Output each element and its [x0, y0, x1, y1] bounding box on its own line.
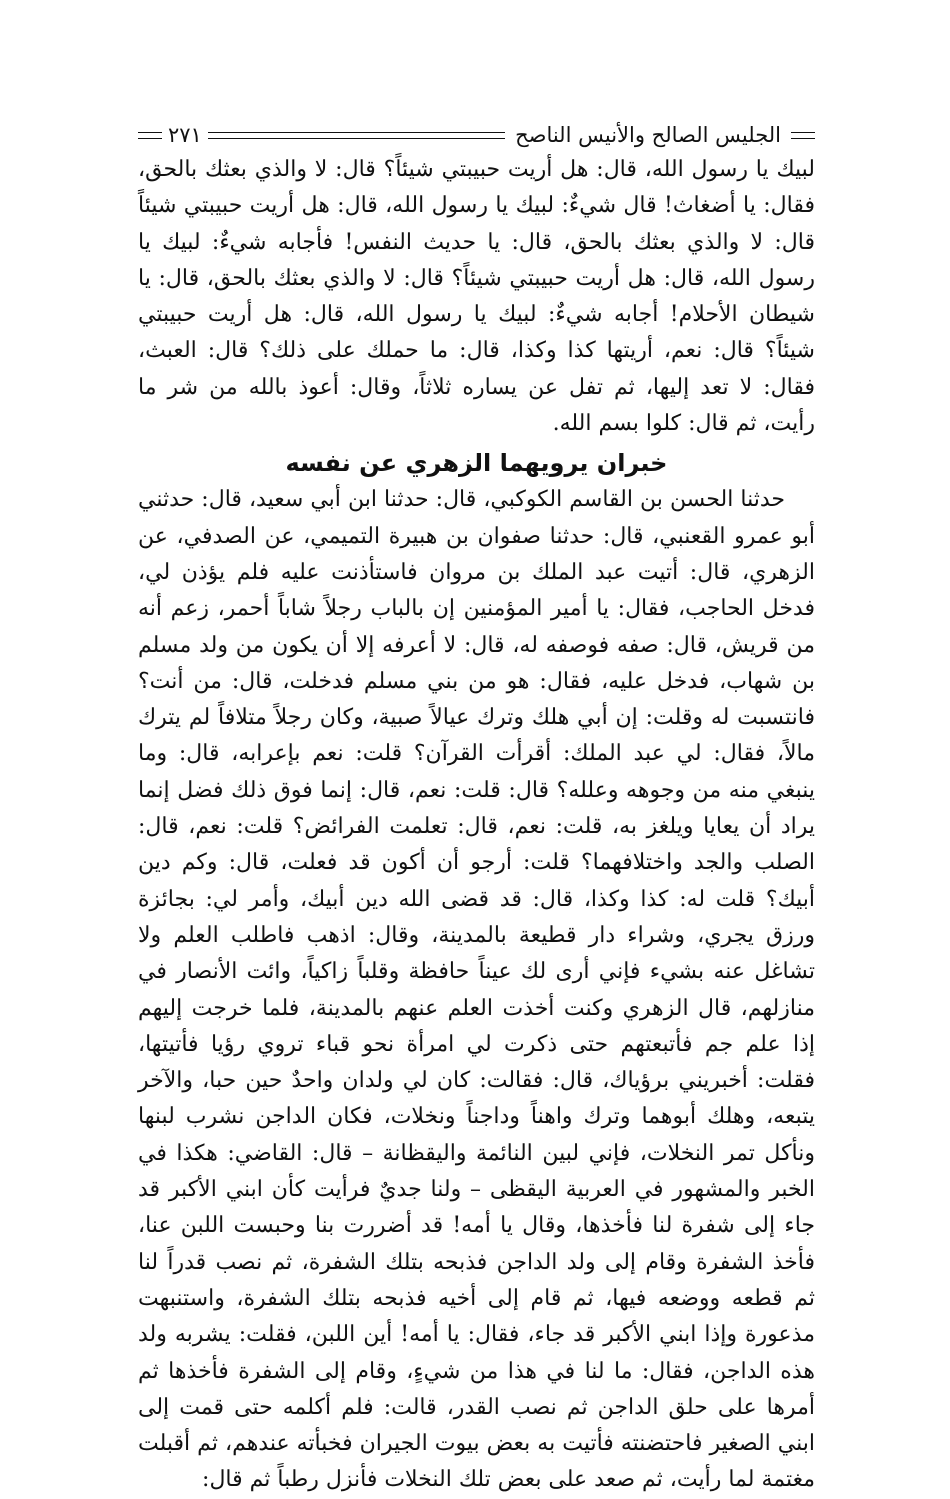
running-head-title: الجليس الصالح والأنيس الناصح	[515, 123, 781, 147]
section-heading: خبران يرويهما الزهري عن نفسه	[285, 449, 668, 478]
running-head	[138, 118, 815, 152]
page-number: ٢٧١	[168, 123, 202, 147]
header-rule-middle	[208, 132, 505, 139]
header-rule-right	[791, 132, 815, 139]
paragraph-zuhri-story: حدثنا الحسن بن القاسم الكوكبي، قال: حدثنا ابن أبي سعيد، قال: حدثني أبو عمرو القعنبي، قال: حدثنا صفوان بن هبيرة التميمي، عن الصدفي، عن الزهري، قال: أتيت عبد الملك بن مروان فاستأذنت عليه فلم يؤذن لي، فدخل الحاجب، فقال: يا أمير المؤمنين إن بالباب رجلاً شاباً أحمر، زعم أنه من قريش، قال: صفه فوصفه له، قال: لا أعرفه إلا أن يكون من ولد مسلم بن شهاب، فدخل عليه، فقال: هو من بني مسلم فدخلت، قال: من أنت؟ فانتسبت له وقلت: إن أبي هلك وترك عيالاً صبية، وكان رجلاً متلافاً لم يترك مالاً، فقال: لي عبد الملك: أقرأت القرآن؟ قلت: نعم بإعرابه، قال: وما ينبغي منه من وجوهه وعلله؟ قال: قلت: نعم، قال: إنما فوق ذلك فضل إنما يراد أن يعايا ويلغز به، قلت: نعم، قال: تعلمت الفرائض؟ قلت: نعم، قال: الصلب والجد واختلافهما؟ قلت: أرجو أن أكون قد فعلت، قال: وكم دين أبيك؟ قلت له: كذا وكذا، قال: قد قضى الله دين أبيك، وأمر لي: بجائزة ورزق يجري، وشراء دار قطيعة بالمدينة، وقال: اذهب فاطلب العلم ولا تشاغل عنه بشيء فإني أرى لك عيناً حافظة وقلباً زاكياً، وائت الأنصار في منازلهم، قال الزهري وكنت أخذت العلم عنهم بالمدينة، فلما خرجت إليهم إذا علم جم فأتبعتهم حتى ذكرت لي امرأة نحو قباء تروي رؤيا فأتيتها، فقلت: أخبريني برؤياك، قال: فقالت: كان لي ولدان واحدٌ حين حبا، والآخر يتبعه، وهلك أبوهما وترك واهناً وداجناً ونخلات، فكان الداجن نشرب لبنها ونأكل تمر النخلات، فإني لبين النائمة واليقظانة – قال: القاضي: هكذا في الخبر والمشهور في العربية اليقظى – ولنا جديٌ فرأيت كأن ابني الأكبر قد جاء إلى شفرة لنا فأخذها، وقال يا أمه! قد أضررت بنا وحبست اللبن عنا، فأخذ الشفرة وقام إلى ولد الداجن فذبحه بتلك الشفرة، ثم نصب قدراً لنا ثم قطعه ووضعه فيها، ثم قام إلى أخيه فذبحه بتلك الشفرة، واستنبهت مذعورة وإذا ابني الأكبر قد جاء، فقال: يا أمه! أين اللبن، فقلت: يشربه ولد هذه الداجن، فقال: ما لنا في هذا من شيءٍ، وقام إلى الشفرة فأخذها ثم أمرها على حلق الداجن ثم نصب القدر، قالت: فلم أكلمه حتى قمت إلى ابني الصغير فاحتضنته فأتيت به بعض بيوت الجيران فخبأته عندهم، ثم أقبلت مغتمة لما رأيت، ثم صعد على بعض تلك النخلات فأنزل رطباً ثم قال:	[138, 487, 815, 1493]
page-body	[138, 118, 815, 1499]
paragraph-continuation: لبيك يا رسول الله، قال: هل أريت حبيبتي شيئاً؟ قال: لا والذي بعثك بالحق، فقال: يا أضغاث! قال شيءٌ: لبيك يا رسول الله، قال: هل أريت حبيبتي شيئاً قال: لا والذي بعثك بالحق، قال: يا حديث النفس! فأجابه شيءٌ: لبيك يا رسول الله، قال: هل أريت حبيبتي شيئاً؟ قال: لا والذي بعثك بالحق، قال: يا شيطان الأحلام! أجابه شيءٌ: لبيك يا رسول الله، قال: هل أريت حبيبتي شيئاً؟ قال: نعم، أريتها كذا وكذا، قال: ما حملك على ذلك؟ قال: العبث، فقال: لا تعد إليها، ثم تفل عن يساره ثلاثاً، وقال: أعوذ بالله من شر ما رأيت، ثم قال: كلوا بسم الله.	[138, 157, 815, 437]
header-rule-left	[138, 132, 162, 139]
